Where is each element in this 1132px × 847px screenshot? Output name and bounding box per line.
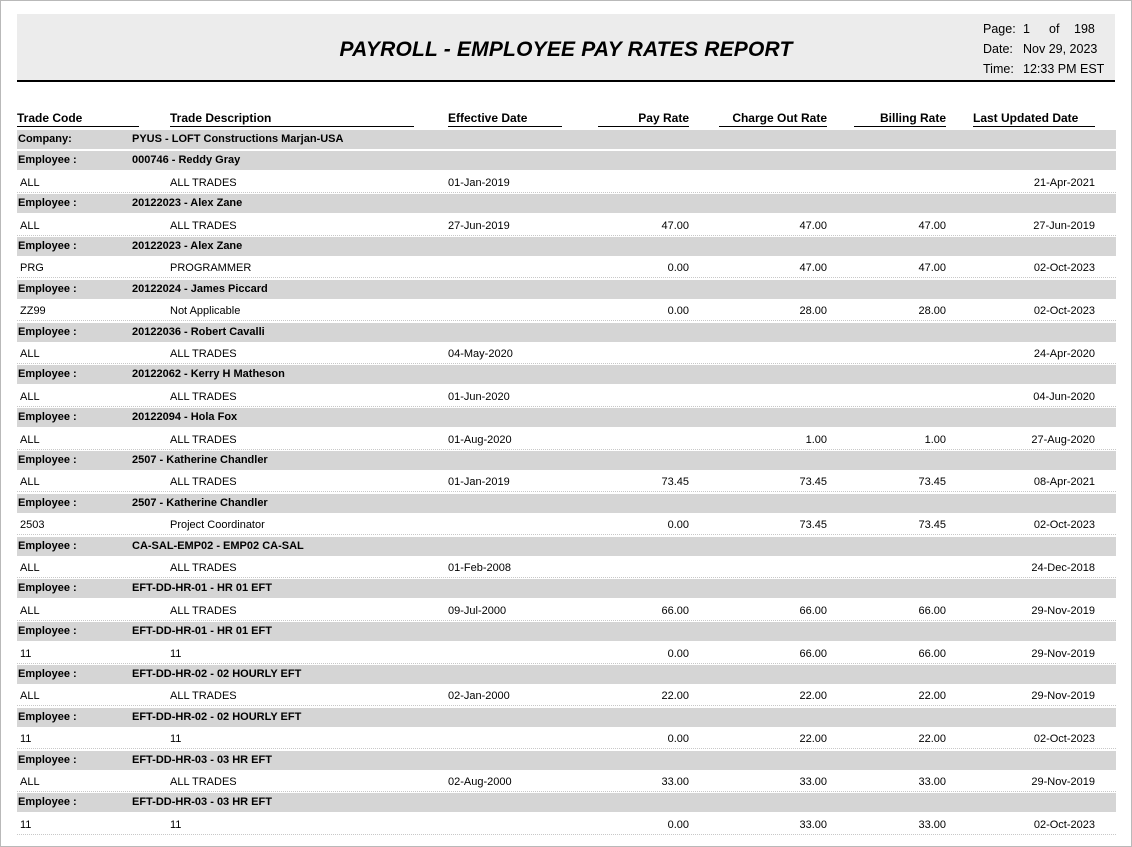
table-row	[17, 301, 1116, 321]
last-updated-cell: 02-Oct-2023	[1033, 818, 1095, 831]
group-row	[17, 130, 1116, 149]
pay-rate-cell: 33.00	[661, 776, 689, 788]
pay-rate-cell: 22.00	[661, 690, 689, 703]
divider	[17, 126, 139, 127]
group-label: Employee :	[18, 282, 77, 295]
group-value: 20122024 - James Piccard	[132, 282, 268, 295]
group-row	[17, 579, 1116, 598]
group-row	[17, 793, 1116, 812]
group-label: Employee :	[18, 154, 77, 167]
group-label: Employee :	[18, 539, 77, 552]
group-row	[17, 194, 1116, 213]
billing-rate-cell: 73.45	[918, 476, 946, 489]
last-updated-cell: 08-Apr-2021	[1033, 476, 1095, 489]
charge-out-rate-cell: 22.00	[799, 690, 827, 703]
pay-rate-cell: 0.00	[667, 647, 689, 660]
trade-code-cell: ALL	[20, 176, 40, 189]
last-updated-cell: 21-Apr-2021	[1033, 176, 1095, 189]
charge-out-rate-cell: 33.00	[799, 818, 827, 831]
time-label: Time:	[983, 62, 1014, 76]
effective-date-cell: 01-Aug-2020	[448, 433, 512, 446]
divider	[598, 126, 689, 127]
charge-out-rate-cell: 22.00	[799, 733, 827, 746]
charge-out-rate-cell: 66.00	[799, 647, 827, 660]
col-effective-date: Effective Date	[448, 111, 528, 125]
date-label: Date:	[983, 42, 1013, 56]
table-row	[17, 173, 1116, 193]
trade-description-cell: ALL TRADES	[170, 476, 237, 489]
last-updated-cell: 02-Oct-2023	[1033, 262, 1095, 275]
trade-description-cell: ALL TRADES	[170, 604, 237, 617]
table-row	[17, 387, 1116, 407]
group-label: Employee :	[18, 197, 77, 210]
last-updated-cell: 29-Nov-2019	[1031, 776, 1095, 788]
trade-code-cell: ALL	[20, 562, 40, 574]
billing-rate-cell: 47.00	[918, 219, 946, 232]
billing-rate-cell: 22.00	[918, 690, 946, 703]
trade-description-cell: Project Coordinator	[170, 519, 265, 532]
group-row	[17, 408, 1116, 427]
trade-description-cell: ALL TRADES	[170, 390, 237, 403]
effective-date-cell: 27-Jun-2019	[448, 219, 510, 232]
group-label: Employee :	[18, 454, 77, 466]
effective-date-cell: 04-May-2020	[448, 348, 513, 360]
effective-date-cell: 02-Jan-2000	[448, 690, 510, 703]
divider	[719, 126, 827, 127]
trade-code-cell: ALL	[20, 219, 40, 232]
effective-date-cell: 01-Jun-2020	[448, 390, 510, 403]
billing-rate-cell: 73.45	[918, 519, 946, 532]
column-headers	[17, 111, 1117, 129]
trade-description-cell: 11	[170, 733, 182, 746]
group-row	[17, 365, 1116, 384]
trade-code-cell: ALL	[20, 690, 40, 703]
group-value: EFT-DD-HR-01 - HR 01 EFT	[132, 582, 272, 595]
billing-rate-cell: 1.00	[924, 433, 946, 446]
last-updated-cell: 29-Nov-2019	[1031, 690, 1095, 703]
table-row	[17, 601, 1116, 621]
report-header	[17, 14, 1115, 82]
group-row	[17, 237, 1116, 256]
charge-out-rate-cell: 73.45	[799, 476, 827, 489]
trade-description-cell: ALL TRADES	[170, 219, 237, 232]
pay-rate-cell: 0.00	[667, 262, 689, 275]
table-row	[17, 815, 1116, 835]
group-row	[17, 622, 1116, 641]
trade-description-cell: ALL TRADES	[170, 176, 237, 189]
pay-rate-cell: 0.00	[667, 305, 689, 318]
group-row	[17, 151, 1116, 170]
charge-out-rate-cell: 1.00	[805, 433, 827, 446]
trade-description-cell: ALL TRADES	[170, 690, 237, 703]
pay-rate-cell: 73.45	[661, 476, 689, 489]
charge-out-rate-cell: 47.00	[799, 262, 827, 275]
trade-code-cell: ZZ99	[20, 305, 46, 318]
group-value: 20122023 - Alex Zane	[132, 240, 243, 252]
trade-code-cell: PRG	[20, 262, 44, 275]
group-row	[17, 323, 1116, 342]
total-pages: 198	[1074, 22, 1095, 36]
effective-date-cell: 09-Jul-2000	[448, 604, 507, 617]
trade-code-cell: 2503	[20, 519, 45, 532]
charge-out-rate-cell: 66.00	[799, 604, 827, 617]
group-label: Company:	[18, 133, 72, 145]
charge-out-rate-cell: 28.00	[799, 305, 827, 318]
divider	[973, 126, 1095, 127]
report-title: PAYROLL - EMPLOYEE PAY RATES REPORT	[339, 38, 793, 61]
trade-description-cell: ALL TRADES	[170, 562, 237, 574]
pay-rate-cell: 0.00	[667, 519, 689, 532]
billing-rate-cell: 66.00	[918, 647, 946, 660]
table-row	[17, 515, 1116, 535]
trade-code-cell: ALL	[20, 604, 40, 617]
trade-code-cell: 11	[20, 733, 32, 746]
pay-rate-cell: 47.00	[661, 219, 689, 232]
group-value: EFT-DD-HR-03 - 03 HR EFT	[132, 753, 272, 766]
trade-code-cell: ALL	[20, 776, 40, 788]
trade-description-cell: ALL TRADES	[170, 776, 237, 788]
group-label: Employee :	[18, 668, 77, 680]
group-value: 2507 - Katherine Chandler	[132, 496, 268, 509]
divider	[854, 126, 946, 127]
last-updated-cell: 02-Oct-2023	[1033, 305, 1095, 318]
col-last-updated-date: Last Updated Date	[973, 111, 1079, 125]
group-value: EFT-DD-HR-02 - 02 HOURLY EFT	[132, 668, 302, 680]
divider	[448, 126, 562, 127]
last-updated-cell: 04-Jun-2020	[1033, 390, 1095, 403]
group-label: Employee :	[18, 240, 77, 252]
effective-date-cell: 02-Aug-2000	[448, 776, 512, 788]
group-label: Employee :	[18, 796, 77, 809]
billing-rate-cell: 33.00	[918, 818, 946, 831]
report-time: 12:33 PM EST	[1023, 62, 1105, 76]
group-row	[17, 665, 1116, 684]
group-value: EFT-DD-HR-01 - HR 01 EFT	[132, 625, 272, 638]
group-label: Employee :	[18, 582, 77, 595]
trade-description-cell: 11	[170, 818, 182, 831]
group-value: 2507 - Katherine Chandler	[132, 454, 268, 466]
group-value: CA-SAL-EMP02 - EMP02 CA-SAL	[132, 539, 304, 552]
trade-description-cell: PROGRAMMER	[170, 262, 252, 275]
table-row	[17, 686, 1116, 706]
trade-code-cell: ALL	[20, 476, 40, 489]
effective-date-cell: 01-Feb-2008	[448, 562, 511, 574]
last-updated-cell: 24-Dec-2018	[1031, 562, 1095, 574]
last-updated-cell: 02-Oct-2023	[1033, 519, 1095, 532]
effective-date-cell: 01-Jan-2019	[448, 476, 510, 489]
table-row	[17, 644, 1116, 664]
table-row	[17, 258, 1116, 278]
billing-rate-cell: 33.00	[918, 776, 946, 788]
billing-rate-cell: 47.00	[918, 262, 946, 275]
of-label: of	[1049, 22, 1060, 36]
col-pay-rate: Pay Rate	[638, 111, 689, 125]
group-value: 000746 - Reddy Gray	[132, 154, 241, 167]
divider	[170, 126, 414, 127]
table-row	[17, 558, 1116, 578]
col-trade-description: Trade Description	[170, 111, 272, 125]
trade-description-cell: ALL TRADES	[170, 433, 237, 446]
trade-description-cell: ALL TRADES	[170, 348, 237, 360]
group-value: 20122062 - Kerry H Matheson	[132, 368, 285, 381]
group-row	[17, 494, 1116, 513]
page-number: 1	[1023, 22, 1030, 36]
pay-rate-cell: 66.00	[661, 604, 689, 617]
billing-rate-cell: 66.00	[918, 604, 946, 617]
billing-rate-cell: 28.00	[918, 305, 946, 318]
trade-code-cell: 11	[20, 818, 32, 831]
last-updated-cell: 29-Nov-2019	[1031, 604, 1095, 617]
table-row	[17, 216, 1116, 236]
group-label: Employee :	[18, 496, 77, 509]
table-row	[17, 344, 1116, 364]
group-row	[17, 537, 1116, 556]
group-label: Employee :	[18, 325, 77, 338]
effective-date-cell: 01-Jan-2019	[448, 176, 510, 189]
charge-out-rate-cell: 73.45	[799, 519, 827, 532]
pay-rate-cell: 0.00	[667, 818, 689, 831]
table-row	[17, 430, 1116, 450]
billing-rate-cell: 22.00	[918, 733, 946, 746]
trade-code-cell: ALL	[20, 433, 40, 446]
charge-out-rate-cell: 33.00	[799, 776, 827, 788]
group-label: Employee :	[18, 710, 77, 723]
trade-description-cell: 11	[170, 647, 182, 660]
charge-out-rate-cell: 47.00	[799, 219, 827, 232]
group-value: EFT-DD-HR-03 - 03 HR EFT	[132, 796, 272, 809]
group-value: 20122023 - Alex Zane	[132, 197, 243, 210]
trade-code-cell: 11	[20, 647, 32, 660]
last-updated-cell: 27-Jun-2019	[1033, 219, 1095, 232]
group-value: PYUS - LOFT Constructions Marjan-USA	[132, 133, 344, 145]
group-row	[17, 708, 1116, 727]
group-row	[17, 751, 1116, 770]
report-date: Nov 29, 2023	[1023, 42, 1098, 56]
group-row	[17, 451, 1116, 470]
last-updated-cell: 29-Nov-2019	[1031, 647, 1095, 660]
group-label: Employee :	[18, 411, 77, 424]
last-updated-cell: 27-Aug-2020	[1031, 433, 1095, 446]
col-charge-out-rate: Charge Out Rate	[732, 111, 827, 125]
last-updated-cell: 02-Oct-2023	[1033, 733, 1095, 746]
trade-code-cell: ALL	[20, 348, 40, 360]
col-billing-rate: Billing Rate	[879, 111, 946, 125]
group-row	[17, 280, 1116, 299]
page-label: Page:	[983, 22, 1016, 36]
group-value: 20122036 - Robert Cavalli	[132, 325, 265, 338]
trade-description-cell: Not Applicable	[170, 305, 241, 318]
group-value: EFT-DD-HR-02 - 02 HOURLY EFT	[132, 710, 302, 723]
trade-code-cell: ALL	[20, 390, 40, 403]
table-row	[17, 729, 1116, 749]
group-label: Employee :	[18, 368, 77, 381]
last-updated-cell: 24-Apr-2020	[1033, 348, 1095, 360]
col-trade-code: Trade Code	[17, 111, 83, 125]
table-row	[17, 472, 1116, 492]
group-label: Employee :	[18, 753, 77, 766]
group-value: 20122094 - Hola Fox	[132, 411, 238, 424]
table-row	[17, 772, 1116, 792]
group-label: Employee :	[18, 625, 77, 638]
pay-rate-cell: 0.00	[667, 733, 689, 746]
